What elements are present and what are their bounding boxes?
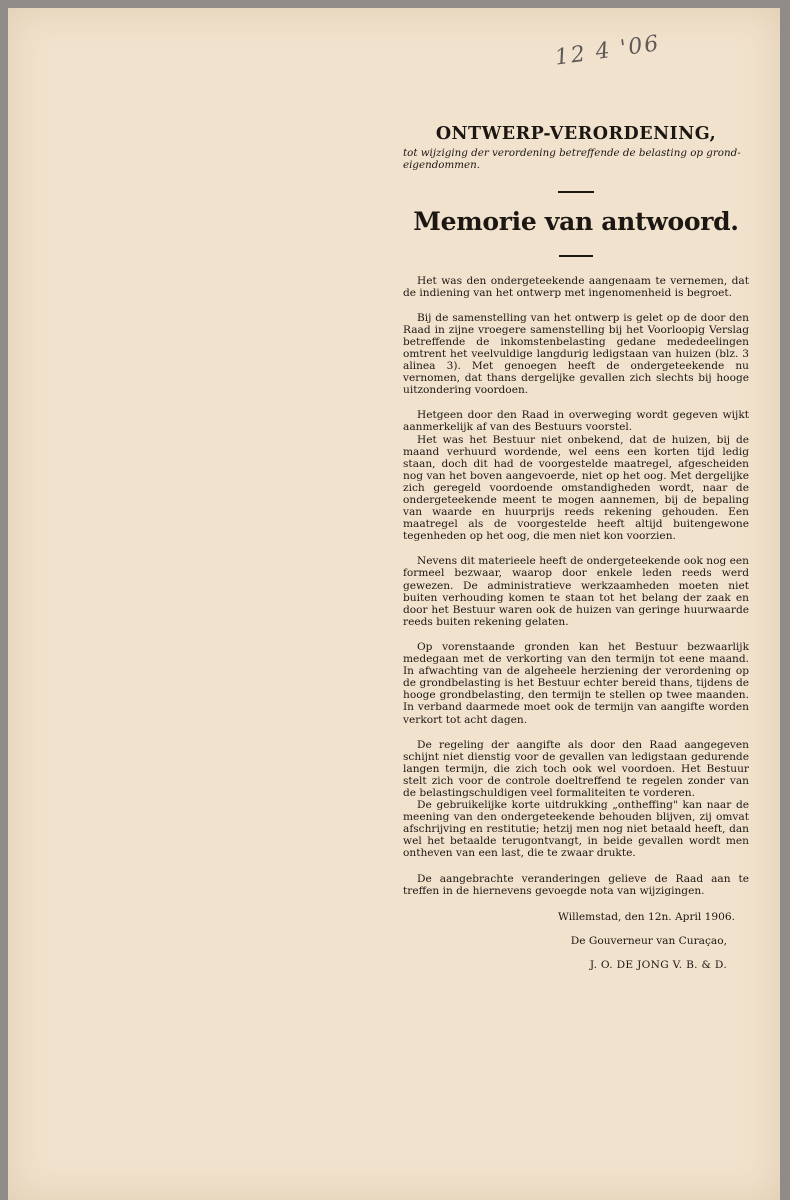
divider-rule: [558, 191, 594, 193]
signatory-title: De Gouverneur van Curaçao,: [570, 934, 727, 947]
document-subtitle: tot wijziging der verordening betreffende de belasting op grond-eigendommen.: [403, 147, 741, 171]
section-heading: Memorie van antwoord.: [413, 207, 739, 236]
paragraph: Het was den ondergeteekende aangenaam te vernemen, dat de indiening van het ontwerp met ingenomenheid is begroet.: [403, 274, 749, 299]
paragraph: Op vorenstaande gronden kan het Bestuur bezwaarlijk medegaan met de verkorting van den termijn tot eene maand. In afwachting van de algeheele herziening der verordening op de grondbelasting is het Bestuur echter bereid thans, tijdens de hooge grondbelasting, den termijn te stellen op twee maanden. In verband daarmede moet ook de termijn van aangifte worden verkort tot acht dagen.: [403, 640, 749, 726]
divider-rule: [559, 255, 593, 257]
paragraph: Nevens dit materieele heeft de ondergeteekende ook nog een formeel bezwaar, waarop door enkele leden reeds werd gewezen. De administratieve werkzaamheden moeten niet buiten verhouding komen te staan tot het belang der zaak en door het Bestuur waren ook de huizen van geringe huurwaarde reeds buiten rekening gelaten.: [403, 555, 749, 628]
signatory-name: J. O. DE JONG V. B. & D.: [589, 958, 727, 971]
memorandum-body: [403, 275, 749, 897]
place-date: Willemstad, den 12n. April 1906.: [558, 910, 735, 923]
paragraph: Bij de samenstelling van het ontwerp is gelet op de door den Raad in zijne vroegere samenstelling bij het Voorloopig Verslag betreffende de inkomstenbelasting gedane mededeelingen omtrent het veelvuldige langdurig ledigstaan van huizen (blz. 3 alinea 3). Met genoegen heeft de ondergeteekende nu vernomen, dat thans dergelijke gevallen zich slechts bij hooge uitzondering voordoen.: [403, 311, 749, 397]
handwritten-annotation: 12 4 '06: [553, 31, 662, 71]
paragraph: De aangebrachte veranderingen gelieve de Raad aan te treffen in de hiernevens gevoegde nota van wijzigingen.: [403, 872, 749, 897]
paragraph: De gebruikelijke korte uitdrukking „ontheffing" kan naar de meening van den ondergeteekende behouden blijven, zij omvat afschrijving en restitutie; hetzij men nog niet betaald heeft, dan wel het betaalde terugontvangt, in beide gevallen wordt men ontheven van een last, die te zwaar drukte.: [403, 799, 749, 860]
document-page: [8, 8, 780, 1200]
paragraph: De regeling der aangifte als door den Raad aangegeven schijnt niet dienstig voor de gevallen van ledigstaan gedurende langen termijn, die zich toch ook wel voordoen. Het Bestuur stelt zich voor de controle doeltreffend te regelen zonder van de belastingschuldigen veel formaliteiten te vorderen.: [403, 738, 749, 799]
document-title: ONTWERP-VERORDENING,: [435, 124, 717, 144]
paragraph: Het was het Bestuur niet onbekend, dat de huizen, bij de maand verhuurd wordende, wel eens een korten tijd ledig staan, doch dit had de voorgestelde maatregel, afgescheiden nog van het boven aangevoerde, niet op het oog. Met dergelijke zich geregeld voordoende omstandigheden wordt, naar de ondergeteekende meent te mogen aannemen, bij de bepaling van waarde en huurprijs reeds rekening gehouden. Een maatregel als de voorgestelde heeft altijd buitengewone tegenheden op het oog, die men niet kon voorzien.: [403, 433, 749, 543]
paragraph: Hetgeen door den Raad in overweging wordt gegeven wijkt aanmerkelijk af van des Bestuurs voorstel.: [403, 409, 749, 434]
text-column: [403, 123, 749, 971]
